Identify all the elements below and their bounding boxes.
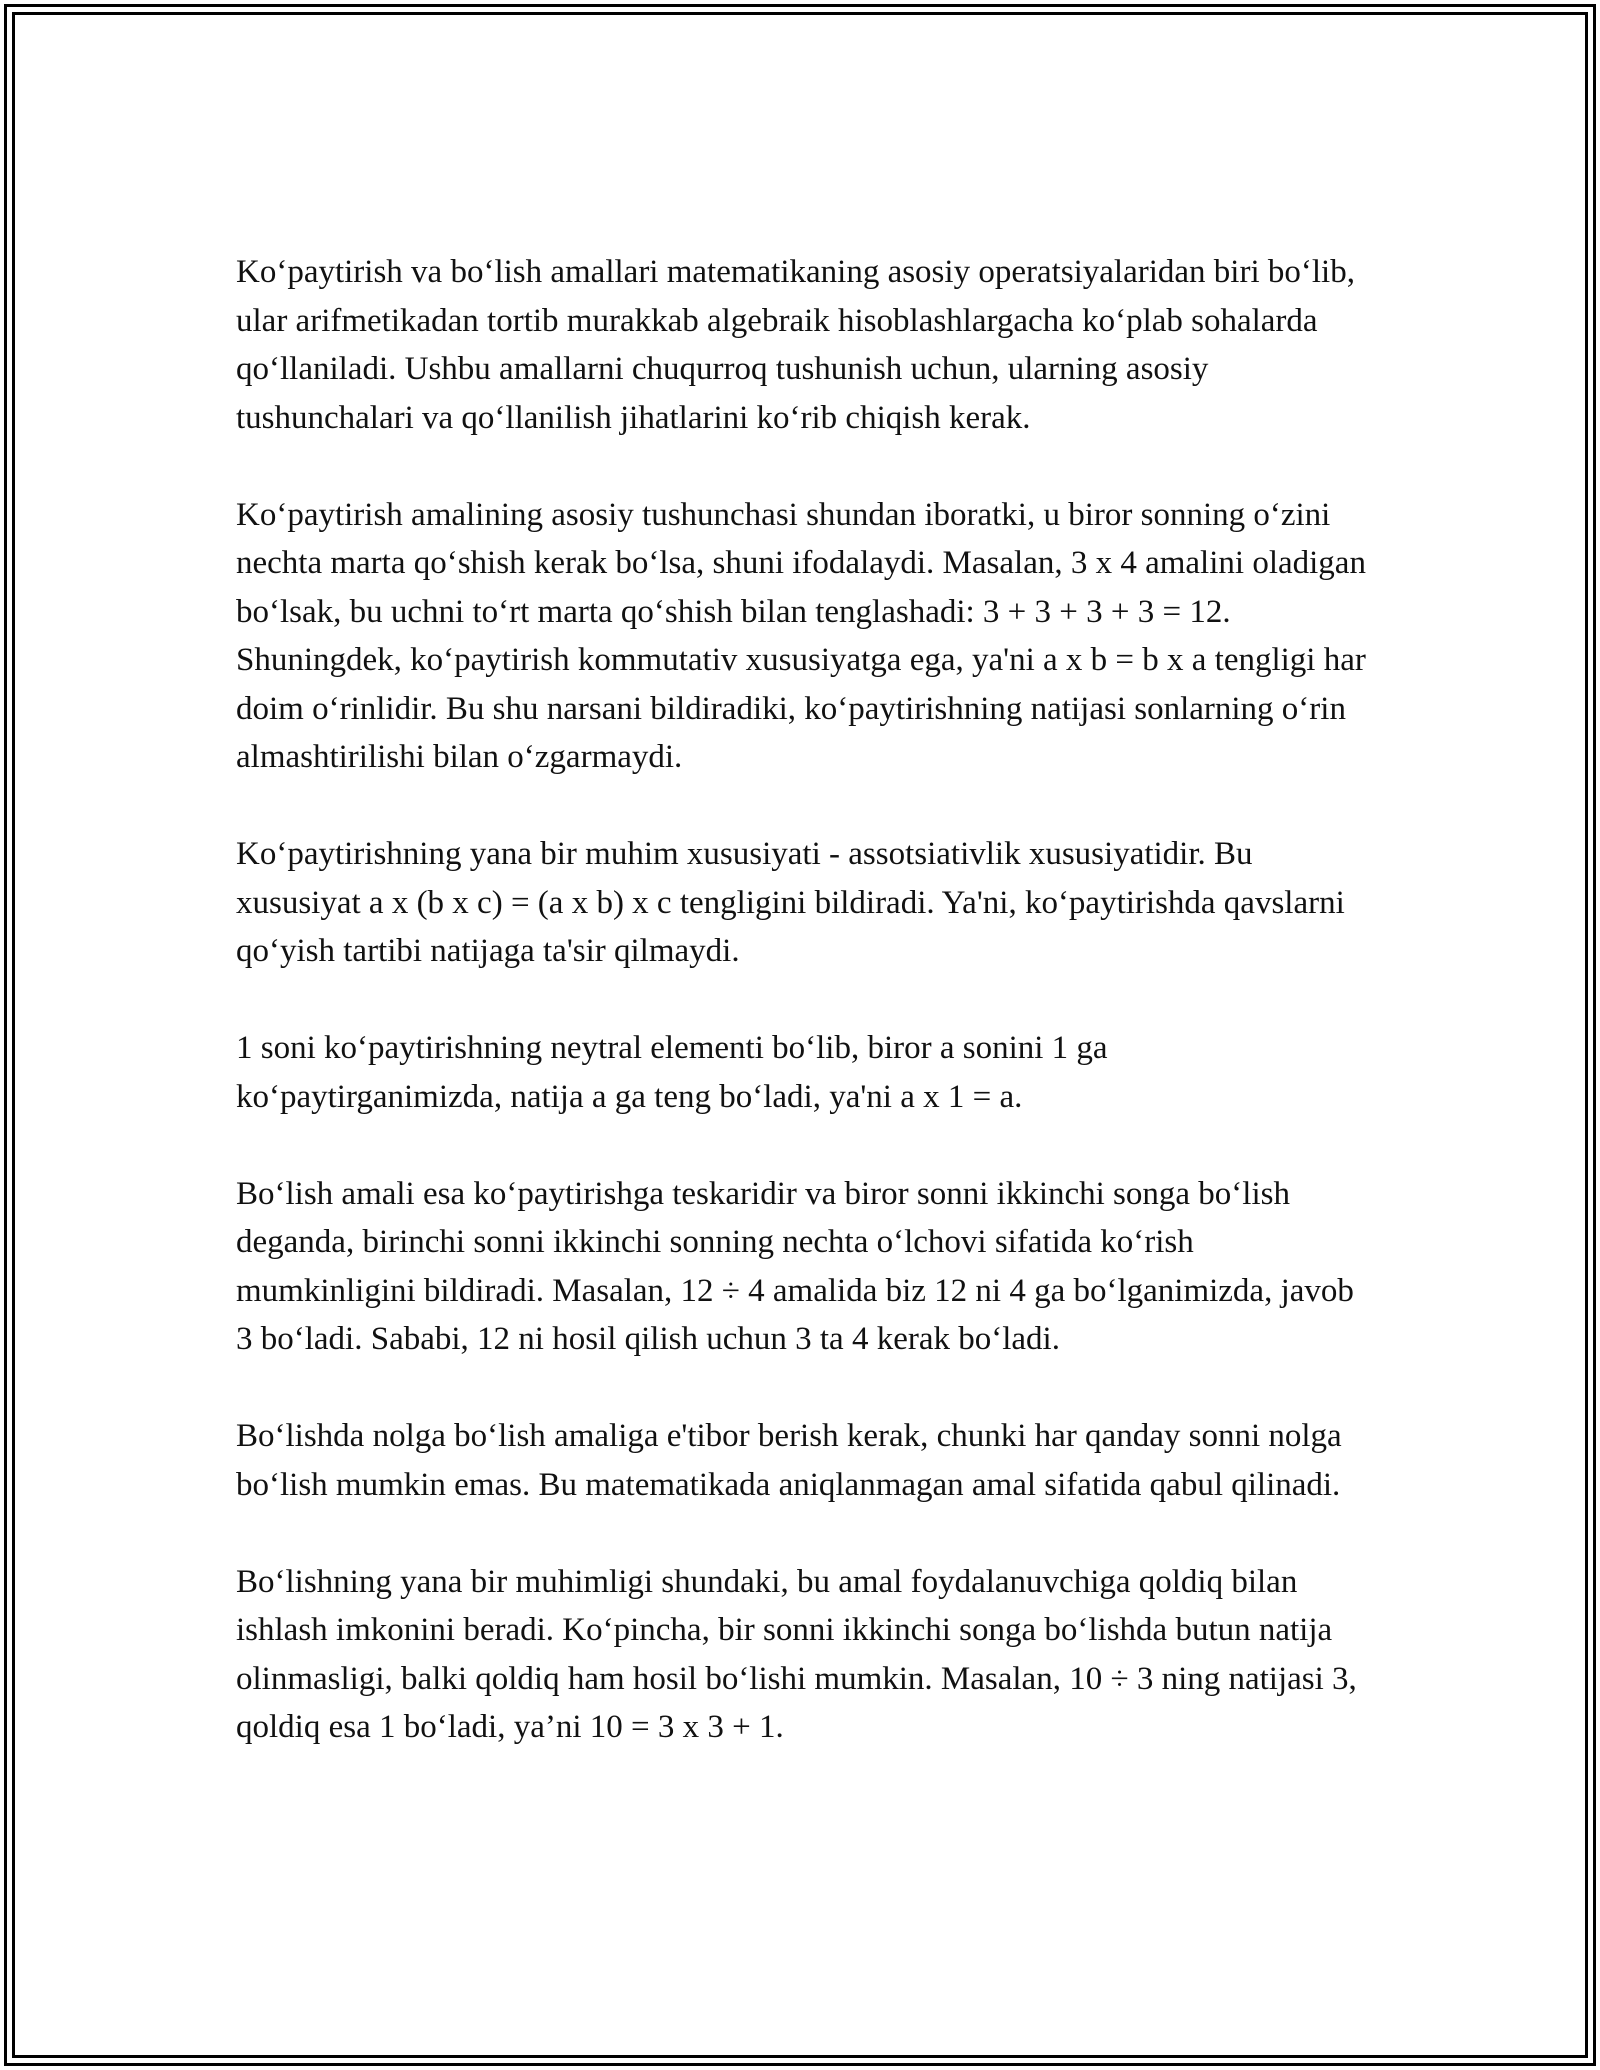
paragraph-2: Ko‘paytirish amalining asosiy tushunchasi shundan iboratki, u biror sonning o‘zini nechta marta qo‘shish kerak bo‘lsa, shuni ifodalaydi. Masalan, 3 x 4 amalini oladigan bo‘lsak, bu uchni to‘rt marta qo‘shish bilan tenglashadi: 3 + 3 + 3 + 3 = 12. Shuningdek, ko‘paytirish kommutativ xususiyatga ega, ya'ni a x b = b x a tengligi har doim o‘rinlidir. Bu shu narsani bildiradiki, ko‘paytirishning natijasi sonlarning o‘rin almashtirilishi bilan o‘zgarmaydi. [236,496,1366,775]
paragraph-7: Bo‘lishning yana bir muhimligi shundaki, bu amal foydalanuvchiga qoldiq bilan ishlash imkonini beradi. Ko‘pincha, bir sonni ikkinchi songa bo‘lishda butun natija olinmasligi, balki qoldiq ham hosil bo‘lishi mumkin. Masalan, 10 ÷ 3 ning natijasi 3, qoldiq esa 1 bo‘ladi, ya’ni 10 = 3 x 3 + 1. [236,1563,1357,1745]
paragraph-5: Bo‘lish amali esa ko‘paytirishga teskaridir va biror sonni ikkinchi songa bo‘lish deganda, birinchi sonni ikkinchi sonning nechta o‘lchovi sifatida ko‘rish mumkinligini bildiradi. Masalan, 12 ÷ 4 amalida biz 12 ni 4 ga bo‘lganimizda, javob 3 bo‘ladi. Sababi, 12 ni hosil qilish uchun 3 ta 4 kerak bo‘ladi. [236,1175,1354,1357]
paragraph-6: Bo‘lishda nolga bo‘lish amaliga e'tibor berish kerak, chunki har qanday sonni nolga bo‘lish mumkin emas. Bu matematikada aniqlanmagan amal sifatida qabul qilinadi. [236,1418,1342,1503]
paragraph-3: Ko‘paytirishning yana bir muhim xususiyati - assotsiativlik xususiyatidir. Bu xususiyat a x (b x c) = (a x b) x c tengligini bildiradi. Ya'ni, ko‘paytirishda qavslarni qo‘yish tartibi natijaga ta'sir qilmaydi. [236,836,1345,969]
paragraph-1: Ko‘paytirish va bo‘lish amallari matematikaning asosiy operatsiyalaridan biri bo‘lib, ular arifmetikadan tortib murakkab algebraik hisoblashlargacha ko‘plab sohalarda qo‘llaniladi. Ushbu amallarni chuqurroq tushunish uchun, ularning asosiy tushunchalari va qo‘llanilish jihatlarini ko‘rib chiqish kerak. [236,254,1355,436]
document-body [236,248,1371,1752]
paragraph-4: 1 soni ko‘paytirishning neytral elementi bo‘lib, biror a sonini 1 ga ko‘paytirganimizda, natija a ga teng bo‘ladi, ya'ni a x 1 = a. [236,1030,1108,1115]
